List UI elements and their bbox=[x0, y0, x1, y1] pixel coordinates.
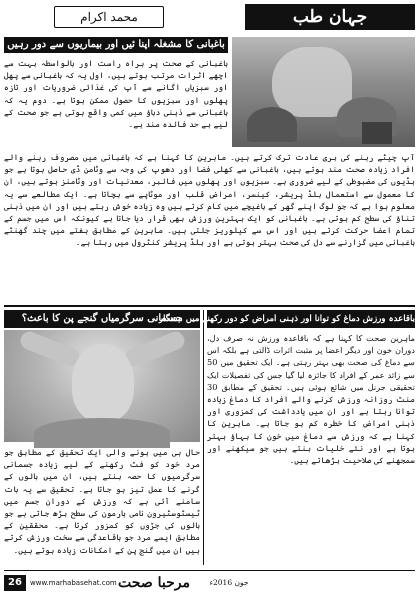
bottom-right-body: ماہرین صحت کا کہنا ہے کہ باقاعدہ ورزش نہ صرف دل، دوران خون اور دیگر اعضا پر مثبت اثرات ڈالتی ہے بلکہ اس سے دماغ کی صحت بھی بہتر رہتی ہے۔ ایک تحقیق میں 50 سے زائد عمر کے افراد کا جائزہ لیا گیا جس کی تفصیلات ایک تحقیقی جرنل میں شائع ہوئی ہیں۔ تحقیق کے مطابق 30 منٹ روزانہ ورزش کرنے والے افراد کا دماغ زیادہ توانا رہتا ہے اور ان میں یادداشت کی کمزوری اور ذہنی امراض کا خطرہ کم ہو جاتا ہے۔ ماہرین کا کہنا ہے کہ ورزش سے دماغ میں خون کا بہاؤ بہتر ہوتا ہے اور نئے خلیات بنتے ہیں جو سیکھنے اور سمجھنے کی صلاحیت بڑھاتے ہیں۔ bbox=[207, 333, 415, 466]
bottom-right-article bbox=[158, 310, 415, 570]
top-article-column-text: باغبانی کے صحت پر براہ راست اور بالواسطہ بہت سے اچھے اثرات مرتب ہوتے ہیں، اول یہ کہ باغبانی سے پھل اور سبزیاں اگانے سے آپ کی غذائی ضروریات اور تازہ پھلوں اور سبزیوں کا حصول ممکن ہوتا ہے۔ دوم یہ کہ باغبانی سے ذہنی دباؤ میں کمی واقع ہوتی ہے جو صحت کے لیے بے حد فائدہ مند ہے۔ bbox=[4, 58, 228, 130]
section-divider bbox=[4, 305, 415, 307]
magazine-name: مرحبا صحت bbox=[118, 575, 190, 591]
photo-shirt-shape bbox=[34, 418, 170, 448]
gardening-photo bbox=[232, 37, 415, 147]
photo-plant-shape bbox=[247, 107, 297, 142]
bottom-left-body: حال ہی میں ہونے والی ایک تحقیق کے مطابق جو مرد خود کو فٹ رکھنے کے لیے زیادہ جسمانی سرگرمیوں کا حصہ بنتے ہیں، ان میں بالوں کے گرنے کا عمل تیز ہو جاتا ہے۔ تحقیق سے یہ بات سامنے آئی ہے کہ ورزش کے دوران جسم میں ٹیسٹوسٹیرون نامی ہارمون کی سطح بڑھ جاتی ہے جو بالوں کی جڑوں کو کمزور کرتا ہے۔ محققین کے مطابق ایسے مرد جو باقاعدگی سے سخت ورزش کرتے ہیں ان میں گنج پن کے امکانات زیادہ ہوتے ہیں۔ bbox=[4, 447, 200, 555]
bottom-left-headline: جسمانی سرگرمیاں گنجے پن کا باعث؟ bbox=[4, 310, 200, 328]
top-article-body: آپ چیٹے رہنے کی بری عادت ترک کرتے ہیں۔ ماہرین کا کہنا ہے کہ باغبانی میں مصروف رہنے والے افراد زیادہ صحت مند ہوتے ہیں، باغبانی سے کھلی فضا اور دھوپ کی وجہ سے وٹامن ڈی حاصل ہوتا ہے جو ہڈیوں کی مضبوطی کے لیے ضروری ہے۔ سبزیوں اور پھلوں میں فائبر، معدنیات اور وٹامنز ہوتے ہیں، ان کا معمول سے استعمال بلڈ پریشر، کینسر، امراض قلب اور موٹاپے سے بچاتا ہے۔ ایک مطالعے سے یہ معلوم ہوا ہے کہ جو لوگ اپنے گھر کے باغیچے میں کام کرتے ہیں وہ زیادہ خوش رہتے ہیں اور ان میں ذہنی تناؤ کی سطح کم ہوتی ہے۔ باغبانی کو ایک بہترین ورزش بھی قرار دیا جاتا ہے کیونکہ اس میں جسم کے تمام اعضا حرکت کرتے ہیں اور اس سے کیلوریز جلتی ہیں۔ ماہرین کے مطابق ہفتے میں چند گھنٹے باغبانی میں گزارنے سے دل کی صحت بہتر ہوتی ہے اور بلڈ پریشر کنٹرول میں رہتا ہے۔ bbox=[4, 152, 415, 248]
top-article-headline: باغبانی کا مشغلہ اپنا ئیں اور بیماریوں سے دور رہیں bbox=[4, 37, 228, 53]
section-title: جہان طب bbox=[245, 4, 415, 30]
issue-date: جون 2016ء bbox=[209, 578, 249, 587]
man-holding-head-photo bbox=[4, 330, 200, 442]
page-header bbox=[4, 4, 415, 30]
website-url: www.marhabasehat.com bbox=[30, 579, 117, 587]
column-rule bbox=[203, 310, 204, 565]
top-article bbox=[4, 33, 415, 303]
bottom-left-article bbox=[4, 310, 200, 560]
author-name: محمد اکرام bbox=[54, 6, 164, 28]
page-number: 26 bbox=[4, 575, 26, 591]
page-footer bbox=[4, 570, 415, 592]
photo-arm-shape bbox=[123, 329, 187, 369]
photo-head-shape bbox=[72, 344, 134, 422]
photo-pot-shape bbox=[362, 122, 392, 144]
photo-arm-shape bbox=[18, 329, 82, 369]
bottom-right-headline: باقاعدہ ورزش دماغ کو توانا اور ذہنی امراض کو دور رکھنے میں مددگار bbox=[207, 310, 415, 328]
